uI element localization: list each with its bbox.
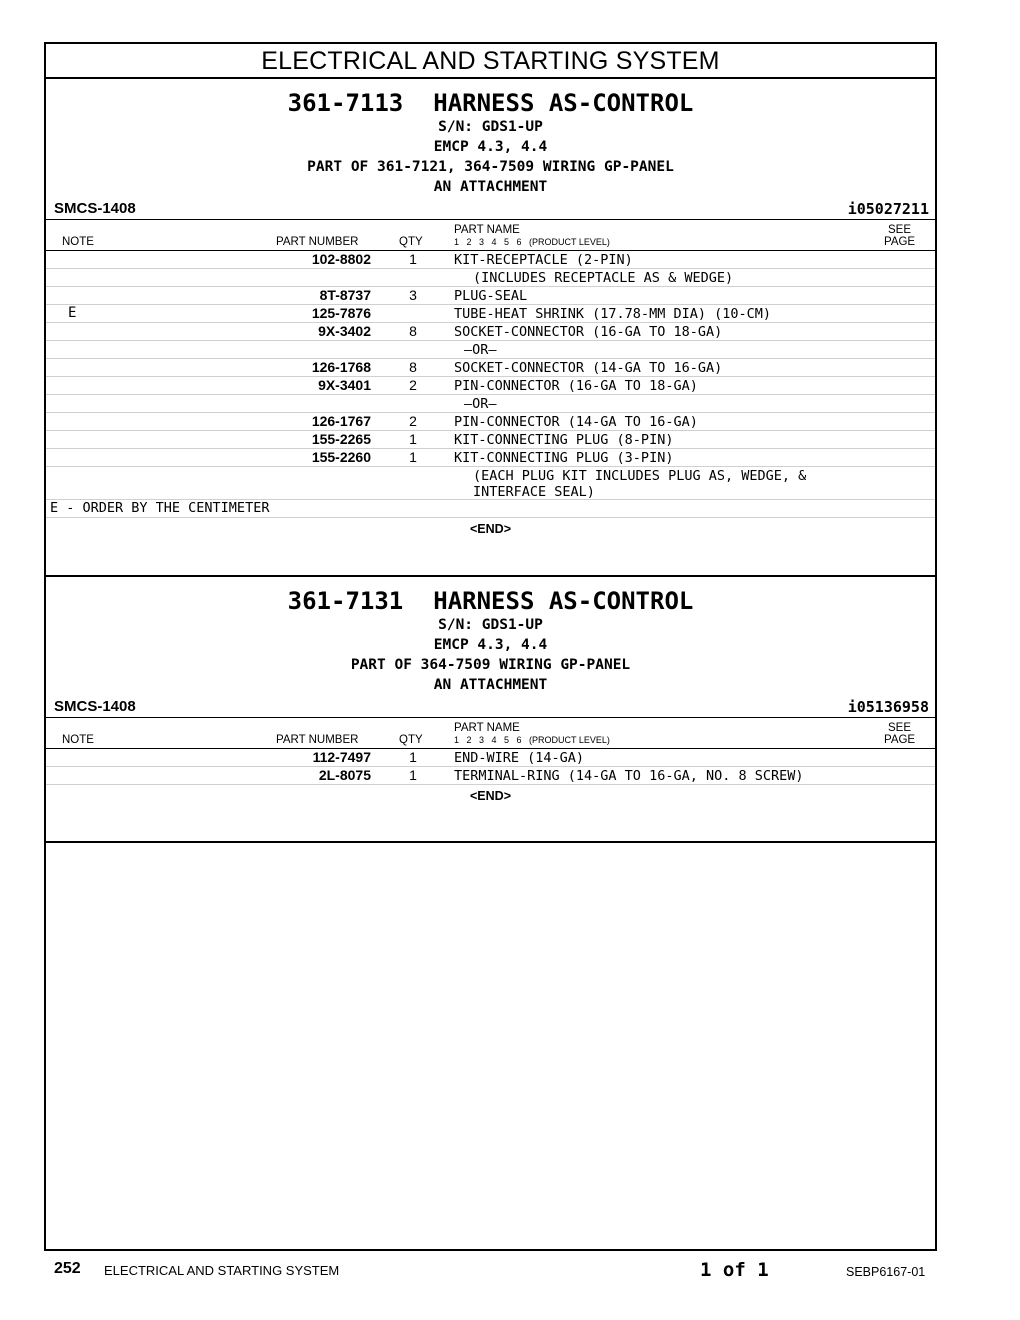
row-part-name: TERMINAL-RING (14-GA TO 16-GA, NO. 8 SCREW) <box>454 768 804 784</box>
row-part-name: SOCKET-CONNECTOR (16-GA TO 18-GA) <box>454 324 723 340</box>
table-row <box>46 413 935 431</box>
row-part-number: 8T-8737 <box>319 287 371 303</box>
row-part-name: (EACH PLUG KIT INCLUDES PLUG AS, WEDGE, & INTERFACE SEAL) <box>473 468 807 500</box>
row-part-name: TUBE-HEAT SHRINK (17.78-MM DIA) (10-CM) <box>454 306 771 322</box>
section-subtitle: AN ATTACHMENT <box>433 179 548 195</box>
table-row <box>46 395 935 413</box>
row-part-number: 155-2260 <box>311 449 371 465</box>
col-product-level: 1 2 3 4 5 6 (PRODUCT LEVEL) <box>454 237 610 247</box>
table-row <box>46 467 935 500</box>
row-part-name: —OR— <box>464 396 497 412</box>
row-part-name: SOCKET-CONNECTOR (14-GA TO 16-GA) <box>454 360 723 376</box>
page-title: ELECTRICAL AND STARTING SYSTEM <box>46 44 935 79</box>
col-qty: QTY <box>399 734 423 746</box>
end-marker-row <box>46 518 935 540</box>
table-row <box>46 449 935 467</box>
section-subtitle: S/N: GDS1-UP <box>438 617 543 633</box>
section-subtitle: EMCP 4.3, 4.4 <box>433 637 548 653</box>
smcs-bar <box>46 199 935 220</box>
row-qty: 3 <box>409 287 417 303</box>
section-subtitle: PART OF 364-7509 WIRING GP-PANEL <box>350 657 631 673</box>
row-note: E <box>68 305 77 321</box>
section-header <box>46 79 935 197</box>
parts-table <box>46 251 935 500</box>
section-title: HARNESS AS-CONTROL <box>433 89 694 117</box>
col-part-name: PART NAME <box>454 722 520 734</box>
document-number: SEBP6167-01 <box>846 1265 926 1279</box>
smcs-code: SMCS-1408 <box>54 698 136 715</box>
table-row <box>46 749 935 767</box>
row-part-name: KIT-RECEPTACLE (2-PIN) <box>454 252 633 268</box>
section-title-line <box>46 577 935 615</box>
table-row <box>46 251 935 269</box>
row-qty: 1 <box>409 749 417 765</box>
row-part-number: 126-1767 <box>311 413 371 429</box>
col-note: NOTE <box>62 236 94 248</box>
column-header <box>46 220 935 251</box>
footer-section-name: ELECTRICAL AND STARTING SYSTEM <box>104 1263 340 1278</box>
table-row <box>46 767 935 785</box>
row-part-name: KIT-CONNECTING PLUG (8-PIN) <box>454 432 674 448</box>
column-header <box>46 718 935 749</box>
row-part-name: PIN-CONNECTOR (16-GA TO 18-GA) <box>454 378 698 394</box>
smcs-code: SMCS-1408 <box>54 200 136 217</box>
row-qty: 1 <box>409 431 417 447</box>
section-title: HARNESS AS-CONTROL <box>433 587 694 615</box>
page-of-indicator: 1 of 1 <box>700 1259 769 1281</box>
page-footer <box>54 1259 944 1283</box>
row-part-name: PIN-CONNECTOR (14-GA TO 16-GA) <box>454 414 698 430</box>
section-part-number: 361-7131 <box>287 587 404 615</box>
col-part-number: PART NUMBER <box>276 734 359 746</box>
row-part-number: 155-2265 <box>311 431 371 447</box>
section-header <box>46 577 935 695</box>
illustration-id: i05136958 <box>847 698 929 716</box>
row-qty: 1 <box>409 251 417 267</box>
page-frame <box>44 42 937 1251</box>
section-title-line <box>46 79 935 117</box>
row-part-number: 9X-3401 <box>318 377 371 393</box>
row-part-number: 102-8802 <box>311 251 371 267</box>
table-row <box>46 323 935 341</box>
row-part-name: —OR— <box>464 342 497 358</box>
table-row <box>46 305 935 323</box>
table-row <box>46 359 935 377</box>
footnote: E - ORDER BY THE CENTIMETER <box>46 500 935 518</box>
harness-section <box>46 79 935 577</box>
col-see: SEE <box>888 224 912 236</box>
col-product-level: 1 2 3 4 5 6 (PRODUCT LEVEL) <box>454 735 610 745</box>
row-part-name: PLUG-SEAL <box>454 288 528 304</box>
section-part-number: 361-7113 <box>287 89 404 117</box>
row-qty: 2 <box>409 413 417 429</box>
parts-table <box>46 749 935 785</box>
row-qty: 2 <box>409 377 417 393</box>
section-subtitle: PART OF 361-7121, 364-7509 WIRING GP-PANEL <box>307 159 674 175</box>
section-subtitle: S/N: GDS1-UP <box>438 119 543 135</box>
end-marker-row <box>46 785 935 807</box>
col-see: SEE <box>888 722 912 734</box>
page-number: 252 <box>54 1260 81 1277</box>
col-page: PAGE <box>884 734 916 746</box>
row-part-number: 9X-3402 <box>318 323 371 339</box>
table-row <box>46 377 935 395</box>
table-row <box>46 341 935 359</box>
col-note: NOTE <box>62 734 94 746</box>
section-subtitle: AN ATTACHMENT <box>433 677 548 693</box>
table-row <box>46 287 935 305</box>
row-part-number: 112-7497 <box>312 749 371 765</box>
harness-section <box>46 577 935 843</box>
col-part-number: PART NUMBER <box>276 236 359 248</box>
row-qty: 8 <box>409 359 417 375</box>
smcs-bar <box>46 697 935 718</box>
sections-container <box>46 79 935 843</box>
row-part-number: 2L-8075 <box>318 767 371 783</box>
end-marker: <END> <box>470 522 511 536</box>
col-page: PAGE <box>884 236 916 248</box>
end-marker: <END> <box>470 789 511 803</box>
col-qty: QTY <box>399 236 423 248</box>
section-subtitle: EMCP 4.3, 4.4 <box>433 139 548 155</box>
row-qty: 8 <box>409 323 417 339</box>
row-part-name: END-WIRE (14-GA) <box>454 750 585 766</box>
row-part-name: KIT-CONNECTING PLUG (3-PIN) <box>454 450 674 466</box>
row-part-name: (INCLUDES RECEPTACLE AS & WEDGE) <box>473 270 734 286</box>
col-part-name: PART NAME <box>454 224 520 236</box>
row-part-number: 126-1768 <box>311 359 371 375</box>
row-qty: 1 <box>409 449 417 465</box>
illustration-id: i05027211 <box>847 200 929 218</box>
row-part-number: 125-7876 <box>311 305 371 321</box>
table-row <box>46 431 935 449</box>
table-row <box>46 269 935 287</box>
row-qty: 1 <box>409 767 417 783</box>
